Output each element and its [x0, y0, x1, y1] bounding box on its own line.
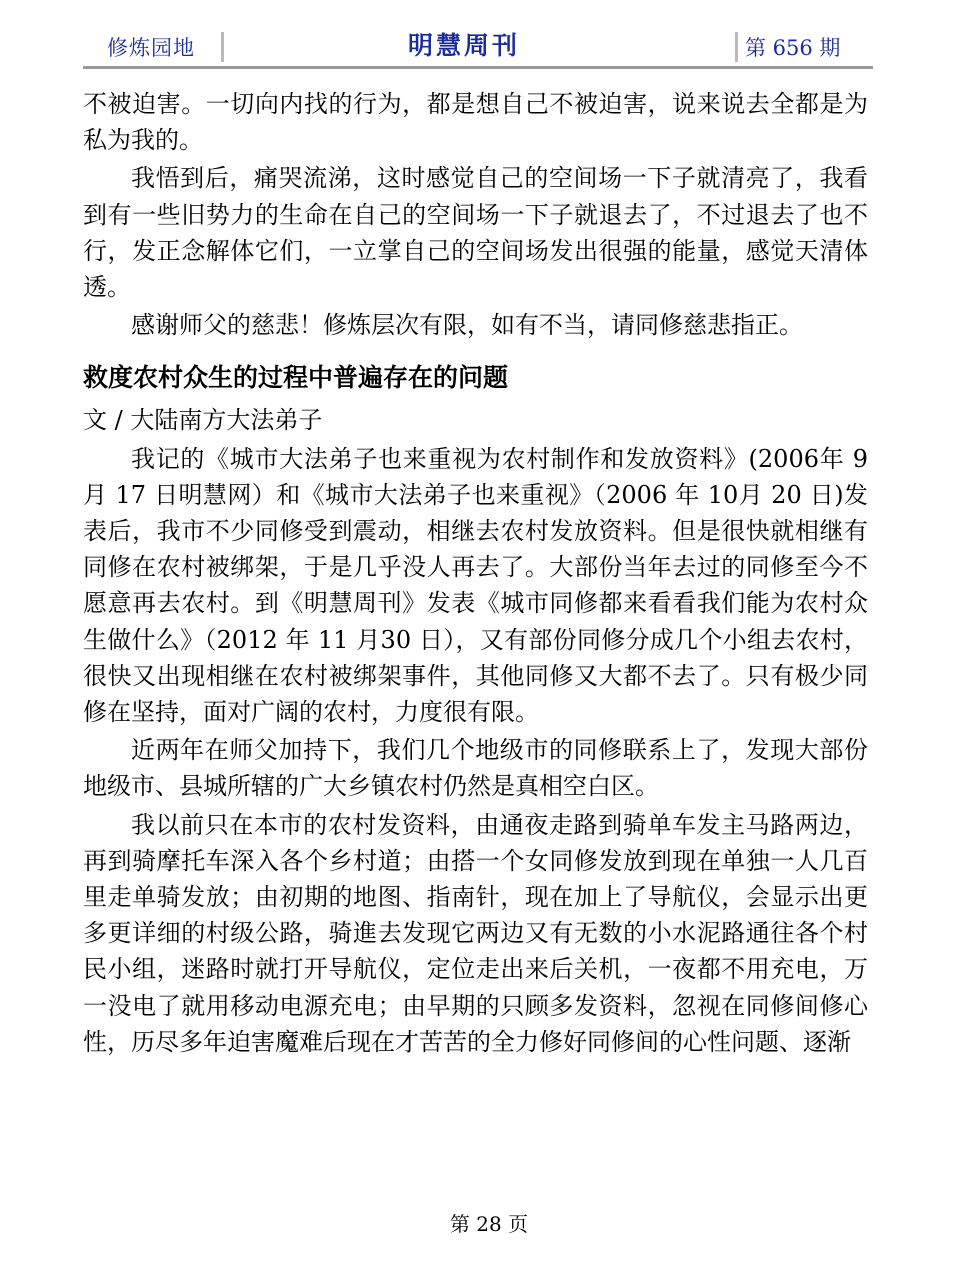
header-title: 明慧周刊 [408, 31, 521, 60]
header-rule [83, 66, 873, 69]
header-separator [221, 32, 224, 62]
article-title: 救度农村众生的过程中普遍存在的问题 [83, 363, 509, 393]
header-separator [735, 32, 738, 62]
page-header [83, 30, 873, 68]
header-issue: 第 656 期 [745, 36, 841, 60]
header-section: 修炼园地 [107, 36, 195, 60]
paragraph: 近两年在师父加持下，我们几个地级市的同修联系上了，发现大部份地级市、县城所辖的广大乡镇农村仍然是真相空白区。 [83, 736, 868, 801]
page-content [83, 86, 868, 1060]
paragraph: 我以前只在本市的农村发资料，由通夜走路到骑单车发主马路两边，再到骑摩托车深入各个乡村道；由搭一个女同修发放到现在单独一人几百里走单骑发放；由初期的地图、指南针，现在加上了导航仪，会显示出更多更详细的村级公路，骑進去发现它两边又有无数的小水泥路通往各个村民小组，迷路时就打开导航仪，定位走出来后关机，一夜都不用充电，万一没电了就用移动电源充电；由早期的只顾多发资料，忽视在同修间修心性，历尽多年迫害魔难后现在才苦苦的全力修好同修间的心性问题、逐渐 [83, 810, 868, 1056]
article-author: 文 / 大陆南方大法弟子 [83, 406, 323, 435]
paragraph: 我悟到后，痛哭流涕，这时感觉自己的空间场一下子就清亮了，我看到有一些旧势力的生命在自己的空间场一下子就退去了，不过退去了也不行，发正念解体它们，一立掌自己的空间场发出很强的能量，感觉天清体透。 [83, 164, 868, 302]
page-number: 第 28 页 [449, 1212, 529, 1236]
paragraph: 我记的《城市大法弟子也来重视为农村制作和发放资料》(2006年 9 月 17 日明慧网）和《城市大法弟子也来重视》（2006 年 10月 20 日)发表后，我市不少同修受到震动，相继去农村发放资料。但是很快就相继有同修在农村被绑架，于是几乎没人再去了。大部份当年去过的同修至今不愿意再去农村。到《明慧周刊》发表《城市同修都来看看我们能为农村众生做什么》（2012 年 11 月30 日），又有部份同修分成几个小组去农村，很快又出现相继在农村被绑架事件，其他同修又大都不去了。只有极少同修在坚持，面对广阔的农村，力度很有限。 [83, 444, 868, 727]
paragraph: 感谢师父的慈悲！修炼层次有限，如有不当，请同修慈悲指正。 [131, 311, 803, 340]
paragraph: 不被迫害。一切向内找的行为，都是想自己不被迫害，说来说去全都是为私为我的。 [83, 90, 868, 155]
